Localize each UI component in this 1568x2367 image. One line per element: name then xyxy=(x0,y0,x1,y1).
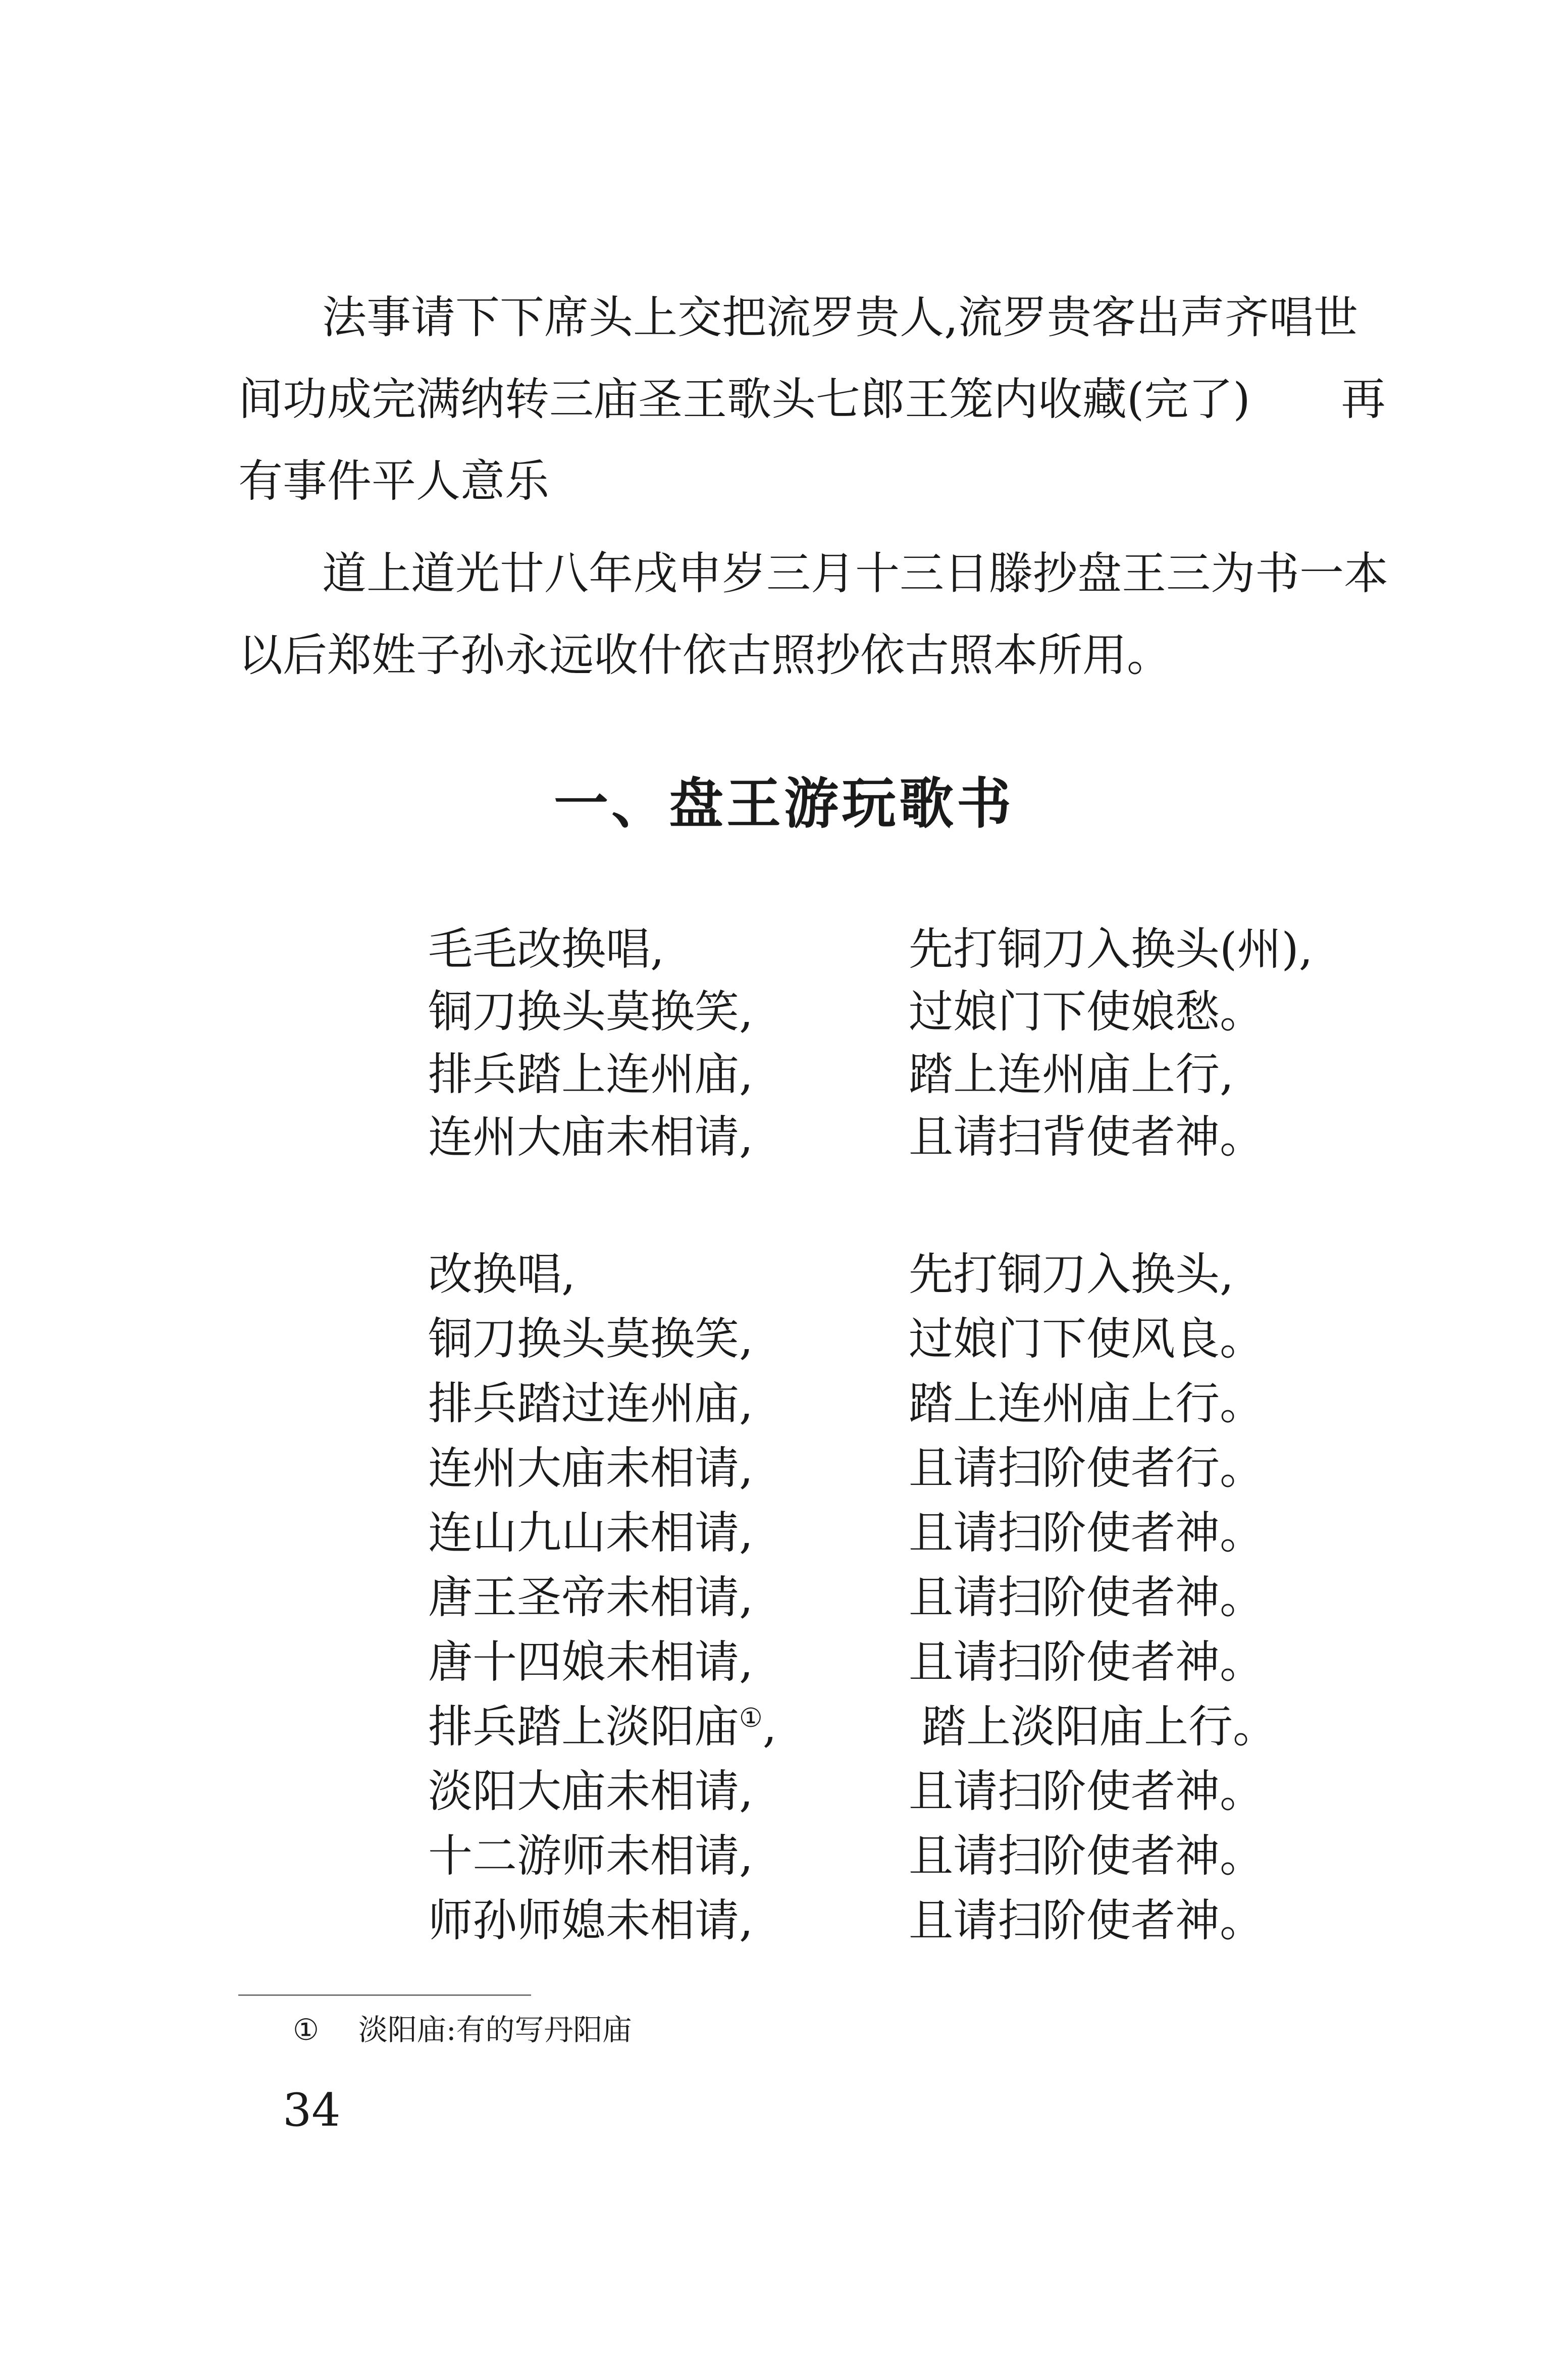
verse-left: 唐十四娘未相请, xyxy=(428,1636,753,1688)
verse-line xyxy=(0,1631,1568,1693)
verse-line xyxy=(0,918,1568,981)
footnote-text: 淡阳庙:有的写丹阳庙 xyxy=(358,2013,632,2047)
verse-right: 且请扫阶使者神。 xyxy=(909,1507,1265,1559)
verse-left: 连山九山未相请, xyxy=(428,1507,753,1559)
verse-left: 铜刀换头莫换笑, xyxy=(428,986,753,1038)
page-number: 34 xyxy=(283,2084,341,2137)
verse-left: 师孙师媳未相请, xyxy=(428,1894,753,1946)
verse-left: 毛毛改换唱, xyxy=(428,923,664,975)
verse-line xyxy=(0,1760,1568,1823)
footnote xyxy=(293,2007,632,2052)
paragraph-trailing-text: 再有事件平人意乐 xyxy=(238,373,1386,507)
verse-left: 十二游师未相请, xyxy=(428,1830,753,1882)
verse-left: 唐王圣帝未相请, xyxy=(428,1571,753,1623)
verse-right: 过娘门下使娘愁。 xyxy=(909,986,1265,1038)
verse-line xyxy=(0,1372,1568,1435)
verse-left: 排兵踏过连州庙, xyxy=(428,1377,753,1429)
footnote-reference[interactable]: ① xyxy=(739,1703,763,1733)
verse-left: 连州大庙未相请, xyxy=(428,1442,753,1494)
verse-left-with-note xyxy=(428,1695,777,1758)
verse-line xyxy=(0,1106,1568,1168)
verse-line xyxy=(0,1437,1568,1500)
verse-left: 改换唱, xyxy=(428,1248,576,1300)
verse-left: 铜刀换头莫换笑, xyxy=(428,1313,753,1365)
verse-left: 排兵踏上连州庙, xyxy=(428,1048,753,1100)
verse-line xyxy=(0,1043,1568,1106)
verse-line xyxy=(0,981,1568,1043)
paragraph-text: 法事请下下席头上交把流罗贵人,流罗贵客出声齐唱世间功成完满纳转三庙圣王歌头七郎王笼内收藏(完了) xyxy=(238,291,1358,425)
verse-line xyxy=(0,1889,1568,1952)
verse-right: 且请扫阶使者神。 xyxy=(909,1894,1265,1946)
verse-line xyxy=(0,1825,1568,1887)
verse-left: 淡阳大庙未相请, xyxy=(428,1765,753,1817)
verse-right: 且请扫阶使者神。 xyxy=(909,1636,1265,1688)
verse-right: 且请扫阶使者神。 xyxy=(909,1830,1265,1882)
verse-right: 且请扫阶使者神。 xyxy=(909,1765,1265,1817)
verse-left-text: 排兵踏上淡阳庙 xyxy=(428,1701,740,1753)
section-heading: 一、盘王游玩歌书 xyxy=(553,773,1014,836)
verse-right: 过娘门下使风良。 xyxy=(909,1313,1265,1365)
verse-right: 先打铜刀入换头, xyxy=(909,1248,1234,1300)
verse-left-tail: , xyxy=(762,1701,777,1753)
verse-right: 先打铜刀入换头(州), xyxy=(909,923,1313,975)
footnote-divider xyxy=(238,1994,531,1996)
verse-right: 且请扫背使者神。 xyxy=(909,1111,1265,1163)
verse-right: 且请扫阶使者行。 xyxy=(909,1442,1265,1494)
paragraph-text: 道上道光廿八年戌申岁三月十三日滕抄盘王三为书一本以后郑姓子孙永远收什依古照抄依古照本所用。 xyxy=(238,547,1389,681)
paragraph-colophon xyxy=(238,277,1399,522)
verse-line xyxy=(0,1502,1568,1564)
verse-line xyxy=(0,1566,1568,1629)
verse-right: 踏上淡阳庙上行。 xyxy=(922,1701,1278,1753)
verse-line xyxy=(0,1695,1568,1758)
verse-line xyxy=(0,1243,1568,1306)
verse-right: 踏上连州庙上行, xyxy=(909,1048,1234,1100)
verse-right: 踏上连州庙上行。 xyxy=(909,1377,1265,1429)
verse-left: 连州大庙未相请, xyxy=(428,1111,753,1163)
verse-line xyxy=(0,1308,1568,1370)
footnote-marker: ① xyxy=(293,2013,319,2047)
paragraph-copy-note xyxy=(238,533,1399,696)
verse-right: 且请扫阶使者神。 xyxy=(909,1571,1265,1623)
